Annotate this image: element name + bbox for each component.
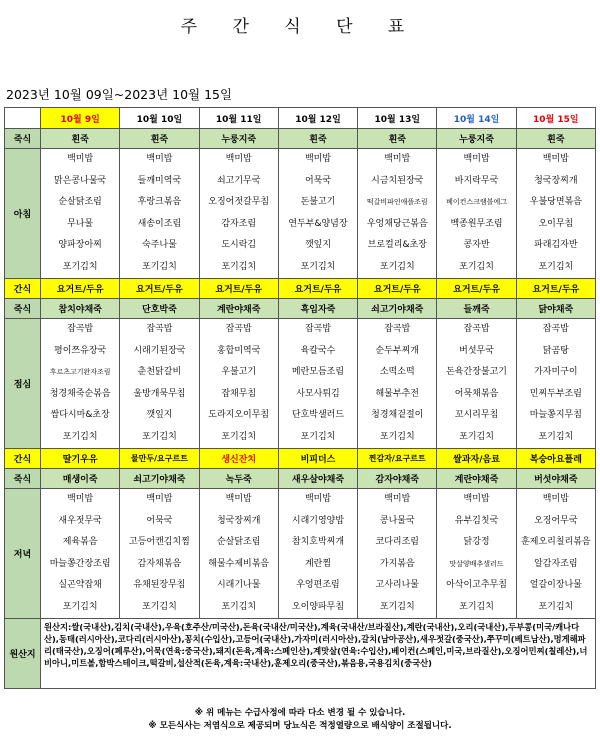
day-header-thu: 10월 12일 [278,108,357,129]
menu-item: 백미밥 [225,154,252,164]
snack-cell: 쌀과자/음료 [437,449,516,469]
snack-cell: 딸기우유 [41,449,120,469]
menu-item: 잡곡밥 [225,324,252,334]
origin-row [5,619,596,689]
menu-item: 백미밥 [225,494,252,504]
row-label-juk: 죽식 [5,129,41,149]
menu-item: 쌈다시마&초장 [50,410,110,420]
menu-item: 포기김치 [142,261,177,272]
dinner-cell-thu [278,489,357,619]
snack-cell: 요거트/두유 [278,279,357,299]
menu-item: 백미밥 [384,154,411,164]
menu-item: 우불당면볶음 [529,197,582,207]
menu-item: 코다리조림 [375,537,419,547]
menu-item: 돈불고기 [300,197,336,207]
menu-item: 오이양파무침 [291,601,345,612]
porridge-cell: 새우살야채죽 [278,469,357,489]
dinner-cell-tue [120,489,199,619]
page-title: 주 간 식 단 표 [180,17,420,37]
menu-item: 백미밥 [304,494,332,504]
row-label-juk: 죽식 [5,469,41,489]
breakfast-cell-wed [199,149,278,279]
menu-item: 잡곡밥 [67,324,94,334]
menu-item: 울방개묵무침 [133,388,186,399]
menu-item: 포기김치 [62,261,98,272]
snack-cell-birthday: 생신잔치 [199,449,278,469]
menu-item: 청경채겉절이 [371,410,424,420]
menu-item: 포기김치 [62,601,98,612]
menu-item: 잡곡밥 [463,324,490,334]
breakfast-cell-tue [120,149,199,279]
menu-item: 백미밥 [304,154,332,164]
menu-item: 버섯무국 [459,345,494,356]
lunch-porridge-row [5,299,596,319]
menu-item: 시래기나물 [216,580,261,590]
menu-item: 콩나물국 [379,515,415,526]
breakfast-cell-thu [278,149,357,279]
row-label-breakfast: 아침 [5,149,41,279]
breakfast-cell-sat [437,149,516,279]
porridge-cell: 계란야채죽 [199,299,278,319]
menu-item: 백미밥 [542,494,569,504]
menu-item: 가지볶음 [379,558,415,569]
menu-item: 단호박샐러드 [291,410,345,420]
menu-item: 포기김치 [459,431,494,442]
porridge-cell: 흰죽 [41,129,120,149]
menu-item: 백미밥 [146,154,173,164]
menu-item: 오이무침 [538,218,574,229]
porridge-cell: 계란야채죽 [437,469,516,489]
menu-item: 포기김치 [379,431,415,442]
snack-cell: 요거트/두유 [120,279,199,299]
menu-item: 청국장찌개 [216,515,261,526]
menu-item: 민찌두부조림 [529,388,582,399]
porridge-cell: 닭야채죽 [516,299,595,319]
menu-item: 순두부찌개 [375,345,419,356]
menu-item: 백미밥 [542,154,569,164]
menu-item: 포기김치 [221,431,257,442]
menu-item: 해물부추전 [375,388,419,399]
menu-item: 포기김치 [221,261,257,272]
row-label-juk: 죽식 [5,299,41,319]
menu-item: 백미밥 [463,154,490,164]
menu-item: 유부김칫국 [454,515,499,526]
menu-item: 오징어무국 [534,515,578,526]
porridge-cell: 흰죽 [358,129,437,149]
menu-item: 오징어젓갈무침 [208,197,270,207]
menu-item: 메란모듬조림 [291,367,345,377]
menu-item: 잡곡밥 [384,324,411,334]
menu-item: 벡종원무조림 [450,218,503,229]
note-line: ※ 위 메뉴는 수급사정에 따라 다소 변경 될 수 있습니다. [194,708,406,718]
menu-item: 포기김치 [221,601,257,612]
dinner-cell-fri [358,489,437,619]
menu-item: 베이컨스크램블에그 [446,198,507,206]
breakfast-row [5,149,596,279]
menu-item: 아삭이고추무침 [446,580,507,590]
menu-item: 얼갈이장나물 [529,580,582,590]
menu-item: 브로컬리&초장 [367,240,427,250]
dinner-cell-sun [516,489,595,619]
dinner-row [5,489,596,619]
porridge-cell: 누룽지죽 [199,129,278,149]
porridge-cell: 녹두죽 [199,469,278,489]
menu-item: 포기김치 [142,431,177,442]
menu-item: 시금치된장국 [371,175,424,186]
afternoon-snack-row [5,449,596,469]
row-label-snack2: 간식 [5,449,41,469]
row-label-origin: 원산지 [5,619,41,689]
menu-item: 새송이조림 [137,218,182,229]
menu-item: 청경채죽순볶음 [49,388,111,399]
menu-item: 백미밥 [67,494,94,504]
menu-item: 깻잎지 [146,410,173,420]
porridge-cell: 감자야채죽 [358,469,437,489]
menu-item: 알감자조림 [534,558,578,569]
menu-item: 잡곡밥 [304,324,332,334]
snack-cell: 찐감자/요구르트 [358,449,437,469]
porridge-cell: 버섯야채죽 [516,469,595,489]
day-header-sat: 10월 14일 [437,108,516,129]
row-label-snack1: 간식 [5,279,41,299]
menu-item: 어묵국 [304,175,332,186]
row-label-lunch: 점심 [5,319,41,449]
menu-item: 해물수제비볶음 [208,558,270,569]
menu-item: 청국장찌개 [534,175,578,186]
row-label-dinner: 저녁 [5,489,41,619]
menu-item: 가자미구이 [534,367,578,377]
snack-cell: 요거트/두유 [199,279,278,299]
menu-item: 포기김치 [300,261,336,272]
menu-item: 돈육간장불고기 [446,367,507,377]
menu-item: 훈제오리칠리볶음 [521,537,591,547]
menu-item: 참치호박찌개 [291,537,345,547]
lunch-row [5,319,596,449]
menu-item: 시래기된장국 [133,345,186,356]
menu-item: 소떡소떡 [379,367,415,377]
menu-item: 포기김치 [379,261,415,272]
menu-item: 잡곡밥 [146,324,173,334]
menu-item: 포기김치 [538,261,574,272]
snack-cell: 비피더스 [278,449,357,469]
menu-item: 마늘쫑지무침 [529,410,582,420]
porridge-cell: 참치야채죽 [41,299,120,319]
breakfast-cell-mon [41,149,120,279]
snack-cell: 요거트/두유 [437,279,516,299]
menu-item: 순살닭조림 [216,537,261,547]
menu-item: 도시락김 [221,240,257,250]
menu-item: 새우젓무국 [58,515,102,526]
menu-item: 잡곡밥 [542,324,569,334]
menu-item: 제육볶음 [62,537,98,547]
porridge-cell: 매생이죽 [41,469,120,489]
porridge-cell: 흰죽 [516,129,595,149]
menu-item: 숙주나물 [142,240,177,250]
menu-item: 춘천닭갈비 [137,367,182,377]
menu-item: 포기김치 [300,431,336,442]
lunch-cell-fri [358,319,437,449]
menu-item: 어묵채볶음 [454,388,499,399]
menu-period: 2023년 10월 09일~2023년 10월 15일 [6,87,233,102]
menu-item: 우엉편조림 [296,580,340,590]
menu-item: 사모사튀김 [296,388,340,399]
menu-item: 꼬시리무침 [454,410,499,420]
day-header-sun: 10월 15일 [516,108,595,129]
lunch-cell-wed [199,319,278,449]
porridge-cell: 단호박죽 [120,299,199,319]
menu-item: 유채된장무침 [133,580,186,590]
porridge-cell: 흑임자죽 [278,299,357,319]
menu-item: 포기김치 [62,431,98,442]
snack-cell: 물만두/요구르트 [120,449,199,469]
menu-item: 깻잎지 [304,240,332,250]
menu-item: 후르츠고기완자조림 [49,368,111,376]
snack-cell: 요거트/두유 [41,279,120,299]
menu-item: 마늘쫑간장조림 [49,558,111,569]
lunch-cell-mon [41,319,120,449]
menu-item: 맑은콩나물국 [54,175,107,186]
menu-item: 육칼국수 [300,345,336,356]
dinner-cell-wed [199,489,278,619]
day-header-fri: 10월 13일 [358,108,437,129]
menu-item: 맛살양배추샐러드 [449,559,504,568]
menu-item: 백미밥 [384,494,411,504]
menu-item: 포기김치 [379,601,415,612]
menu-item: 포기김치 [538,601,574,612]
snack-cell: 복숭아요플레 [516,449,595,469]
menu-item: 포기김치 [459,601,494,612]
menu-item: 감자조림 [221,218,257,229]
morning-snack-row [5,279,596,299]
lunch-cell-sun [516,319,595,449]
menu-item: 바지락무국 [454,175,499,186]
menu-item: 계란찜 [304,558,332,569]
dinner-cell-mon [41,489,120,619]
menu-item: 실곤약잡채 [58,580,102,590]
menu-item: 들깨미역국 [137,175,182,186]
menu-item: 고사리나물 [375,580,419,590]
menu-item: 무나물 [67,218,94,229]
menu-item: 양파장아찌 [58,240,102,250]
day-header-tue: 10월 10일 [120,108,199,129]
day-header-wed: 10월 11일 [199,108,278,129]
menu-item: 쇠고기무국 [216,175,261,186]
menu-item: 후랑크볶음 [137,197,182,207]
porridge-cell: 쇠고기야채죽 [120,469,199,489]
origin-text: 원산지:쌀(국내산),김치(국내산),우육(호주산/미국산),돈육(국내산/미국산),계육(국내산/브라질산),계란(국내산),오리(국내산),두부콩(미국/캐나다산),동태(러시아산),코다리(러시아산),꽁치(수입산),고등어(국내산),가자미(러시아산),갈치(남아공산),새우젓갈(중국산),쭈꾸미(베트남산),멍게해파리(태국산),오징어(페루산),어묵(연육:중국산),돼지(돈육,계육:스페인산),계맛살(연육:수입산),베이컨(스페인,미국,브라질산),오징어민찌(칠레산),너비아니,미트볼,함박스테이크,떡갈비,섭산적(돈육,계육:국내산),훈제오리(중국산),볶음용,국용김치(중국산) [41,619,596,689]
dinner-porridge-row [5,469,596,489]
porridge-cell: 흰죽 [120,129,199,149]
menu-item: 순살닭조림 [58,197,102,207]
menu-item: 파래김자반 [534,240,578,250]
corner-cell [5,108,41,129]
menu-item: 떡갈비파인애플조림 [366,198,428,206]
menu-item: 평이쯔유장국 [54,345,107,356]
menu-item: 홍합미역국 [216,345,261,356]
menu-item: 닭강정 [463,537,490,547]
porridge-cell: 쇠고기야채죽 [358,299,437,319]
breakfast-porridge-row [5,129,596,149]
menu-item: 고등어캔김치찜 [128,537,190,547]
porridge-cell: 들깨죽 [437,299,516,319]
note-line: ※ 모든식사는 저염식으로 제공되며 당뇨식은 적정열량으로 배식양이 조절됩니다. [148,721,452,731]
menu-item: 포기김치 [538,431,574,442]
menu-item: 연두부&양념장 [288,218,348,229]
menu-item: 콩자반 [463,240,490,250]
lunch-cell-sat [437,319,516,449]
lunch-cell-thu [278,319,357,449]
menu-item: 포기김치 [142,601,177,612]
menu-item: 포기김치 [459,261,494,272]
breakfast-cell-sun [516,149,595,279]
day-header-row [5,108,596,129]
menu-item: 우엉채당근볶음 [366,218,428,229]
menu-item: 시래기영양밥 [291,515,345,526]
breakfast-cell-fri [358,149,437,279]
lunch-cell-tue [120,319,199,449]
porridge-cell: 누룽지죽 [437,129,516,149]
footer-notes [0,707,600,733]
weekly-menu-table [4,107,596,689]
menu-item: 백미밥 [146,494,173,504]
snack-cell: 요거트/두유 [516,279,595,299]
snack-cell: 요거트/두유 [358,279,437,299]
menu-item: 닭곰탕 [542,345,569,356]
menu-item: 백미밥 [463,494,490,504]
porridge-cell: 흰죽 [278,129,357,149]
menu-item: 감자채볶음 [137,558,182,569]
menu-item: 도라지오이무침 [208,410,270,420]
menu-item: 어묵국 [146,515,173,526]
menu-item: 백미밥 [67,154,94,164]
day-header-mon: 10월 9일 [41,108,120,129]
menu-item: 잡채무침 [221,388,257,399]
menu-item: 우불고기 [221,367,257,377]
dinner-cell-sat [437,489,516,619]
